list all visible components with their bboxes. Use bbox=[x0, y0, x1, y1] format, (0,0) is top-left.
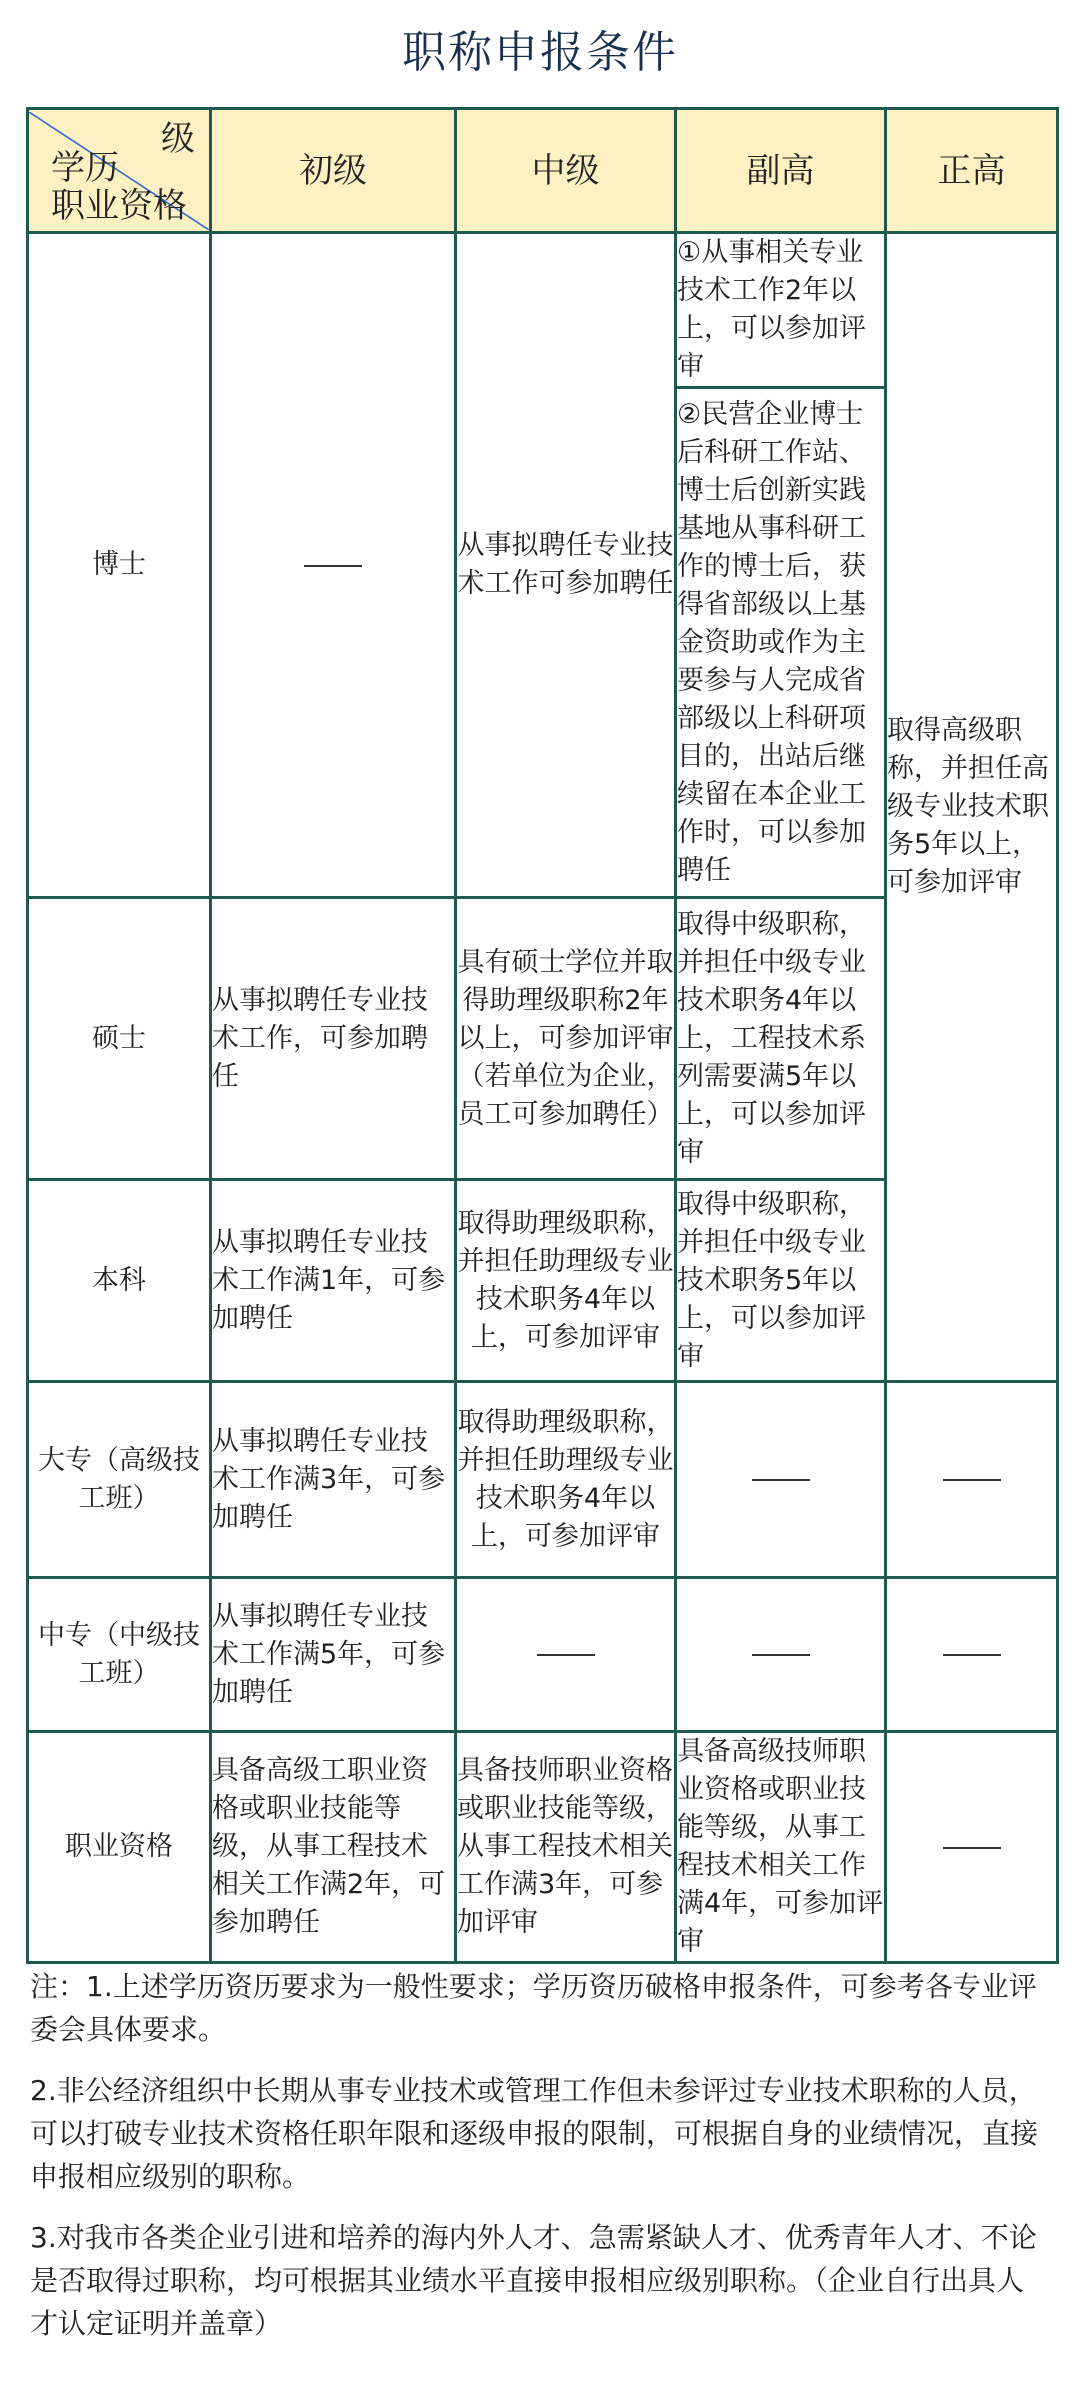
dash-mark bbox=[943, 1654, 1001, 1656]
row-label-dazhuan: 大专（高级技工班） bbox=[28, 1382, 211, 1578]
cell-zhiye-zhenggao bbox=[886, 1732, 1058, 1963]
cell-zhongzhuan-chuji: 从事拟聘任专业技术工作满5年，可参加聘任 bbox=[211, 1578, 456, 1732]
cell-dazhuan-zhenggao bbox=[886, 1382, 1058, 1578]
corner-level-label: 级 bbox=[161, 118, 195, 159]
header-fugao: 副高 bbox=[676, 109, 886, 233]
cell-boshi-fugao-2: ②民营企业博士后科研工作站、博士后创新实践基地从事科研工作的博士后，获得省部级以上基金资助或作为主要参与人完成省部级以上科研项目的，出站后继续留在本企业工作时，可以参加聘任 bbox=[676, 388, 886, 898]
note-3: 3.对我市各类企业引进和培养的海内外人才、急需紧缺人才、优秀青年人才、不论是否取得过职称，均可根据其业绩水平直接申报相应级别职称。（企业自行出具人才认定证明并盖章） bbox=[30, 2221, 1037, 2340]
cell-boshi-fugao-1: ①从事相关专业技术工作2年以上，可以参加评审 bbox=[676, 233, 886, 388]
note-2: 2.非公经济组织中长期从事专业技术或管理工作但未参评过专业技术职称的人员，可以打破专业技术资格任职年限和逐级申报的限制，可根据自身的业绩情况，直接申报相应级别的职称。 bbox=[30, 2074, 1039, 2193]
row-label-benke: 本科 bbox=[28, 1180, 211, 1382]
cell-dazhuan-fugao bbox=[676, 1382, 886, 1578]
cell-benke-zhongji: 取得助理级职称，并担任助理级专业技术职务4年以上，可参加评审 bbox=[456, 1180, 676, 1382]
cell-zhongzhuan-fugao bbox=[676, 1578, 886, 1732]
header-chuji: 初级 bbox=[211, 109, 456, 233]
corner-header-cell bbox=[28, 109, 211, 233]
table-row-zhongzhuan bbox=[28, 1578, 1058, 1732]
dash-mark bbox=[304, 565, 362, 567]
dash-mark bbox=[752, 1654, 810, 1656]
cell-dazhuan-chuji: 从事拟聘任专业技术工作满3年，可参加聘任 bbox=[211, 1382, 456, 1578]
table-header-row bbox=[28, 109, 1058, 233]
header-zhongji: 中级 bbox=[456, 109, 676, 233]
corner-qualification-label: 职业资格 bbox=[51, 185, 187, 226]
cell-shuoshi-zhongji: 具有硕士学位并取得助理级职称2年以上，可参加评审（若单位为企业，员工可参加聘任） bbox=[456, 898, 676, 1180]
header-zhenggao: 正高 bbox=[886, 109, 1058, 233]
cell-zhongzhuan-zhongji bbox=[456, 1578, 676, 1732]
cell-zhiye-zhongji: 具备技师职业资格或职业技能等级，从事工程技术相关工作满3年，可参加评审 bbox=[456, 1732, 676, 1963]
cell-boshi-chuji bbox=[211, 233, 456, 898]
row-label-zhiye: 职业资格 bbox=[28, 1732, 211, 1963]
dash-mark bbox=[943, 1847, 1001, 1849]
row-label-boshi: 博士 bbox=[28, 233, 211, 898]
cell-benke-fugao: 取得中级职称，并担任中级专业技术职务5年以上，可以参加评审 bbox=[676, 1180, 886, 1382]
row-label-zhongzhuan: 中专（中级技工班） bbox=[28, 1578, 211, 1732]
corner-education-label: 学历 bbox=[51, 147, 119, 188]
table-row-dazhuan bbox=[28, 1382, 1058, 1578]
page-title: 职称申报条件 bbox=[402, 27, 678, 78]
table-row-boshi bbox=[28, 233, 1058, 388]
table-row-zhiye bbox=[28, 1732, 1058, 1963]
notes-section bbox=[30, 1965, 1050, 2363]
cell-zhenggao-merged: 取得高级职称，并担任高级专业技术职务5年以上，可参加评审 bbox=[886, 233, 1058, 1382]
dash-mark bbox=[752, 1479, 810, 1481]
cell-boshi-zhongji: 从事拟聘任专业技术工作可参加聘任 bbox=[456, 233, 676, 898]
row-label-shuoshi: 硕士 bbox=[28, 898, 211, 1180]
cell-zhiye-chuji: 具备高级工职业资格或职业技能等级，从事工程技术相关工作满2年，可参加聘任 bbox=[211, 1732, 456, 1963]
cell-shuoshi-chuji: 从事拟聘任专业技术工作，可参加聘任 bbox=[211, 898, 456, 1180]
cell-zhiye-fugao: 具备高级技师职业资格或职业技能等级，从事工程技术相关工作满4年，可参加评审 bbox=[676, 1732, 886, 1963]
cell-zhongzhuan-zhenggao bbox=[886, 1578, 1058, 1732]
cell-dazhuan-zhongji: 取得助理级职称，并担任助理级专业技术职务4年以上，可参加评审 bbox=[456, 1382, 676, 1578]
dash-mark bbox=[943, 1479, 1001, 1481]
qualification-table bbox=[26, 107, 1059, 1964]
cell-benke-chuji: 从事拟聘任专业技术工作满1年，可参加聘任 bbox=[211, 1180, 456, 1382]
dash-mark bbox=[537, 1654, 595, 1656]
cell-shuoshi-fugao: 取得中级职称，并担任中级专业技术职务4年以上，工程技术系列需要满5年以上，可以参加评审 bbox=[676, 898, 886, 1180]
note-1: 注：1.上述学历资历要求为一般性要求；学历资历破格申报条件，可参考各专业评委会具体要求。 bbox=[30, 1970, 1037, 2046]
